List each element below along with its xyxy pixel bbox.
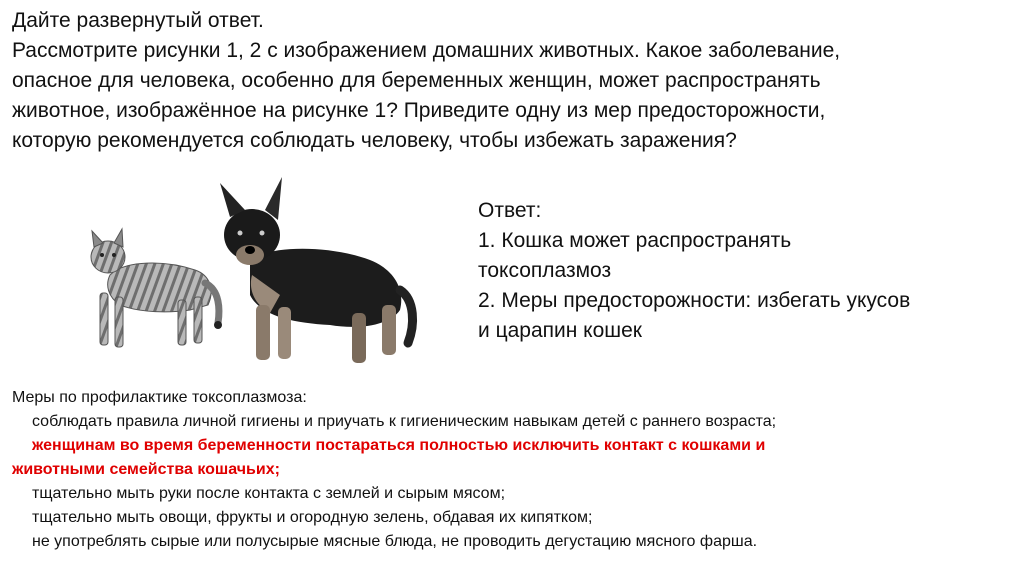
question-line: животное, изображённое на рисунке 1? Приведите одну из мер предосторожности,	[12, 99, 826, 122]
answer-block	[478, 196, 998, 346]
question-line: Рассмотрите рисунки 1, 2 с изображением домашних животных. Какое заболевание,	[12, 39, 841, 62]
prevention-item-highlight: животными семейства кошачьих;	[12, 461, 280, 478]
answer-line: 2. Меры предосторожности: избегать укусов	[478, 289, 911, 312]
prevention-item: тщательно мыть овощи, фрукты и огородную зелень, обдавая их кипятком;	[32, 509, 593, 526]
dog-image	[220, 177, 413, 363]
question-line: которую рекомендуется соблюдать человеку, чтобы избежать заражения?	[12, 129, 737, 152]
prevention-item: соблюдать правила личной гигиены и приучать к гигиеническим навыкам детей с раннего возраста;	[32, 413, 777, 430]
prevention-item: не употреблять сырые или полусырые мясные блюда, не проводить дегустацию мясного фарша.	[32, 533, 758, 550]
question-line: опасное для человека, особенно для беременных женщин, может распространять	[12, 69, 821, 92]
question-line: Дайте развернутый ответ.	[12, 9, 264, 32]
answer-line: и царапин кошек	[478, 319, 642, 342]
prevention-block	[12, 386, 1012, 554]
prevention-item: тщательно мыть руки после контакта с землей и сырым мясом;	[32, 485, 506, 502]
question-block	[12, 6, 1012, 156]
answer-line: 1. Кошка может распространять	[478, 229, 792, 252]
answer-title: Ответ:	[478, 199, 542, 222]
prevention-title: Меры по профилактике токсоплазмоза:	[12, 389, 307, 406]
animals-illustration	[70, 165, 420, 375]
answer-line: токсоплазмоз	[478, 259, 612, 282]
cat-image	[91, 229, 222, 347]
prevention-item-highlight: женщинам во время беременности постараться полностью исключить контакт с кошками и	[32, 437, 766, 454]
